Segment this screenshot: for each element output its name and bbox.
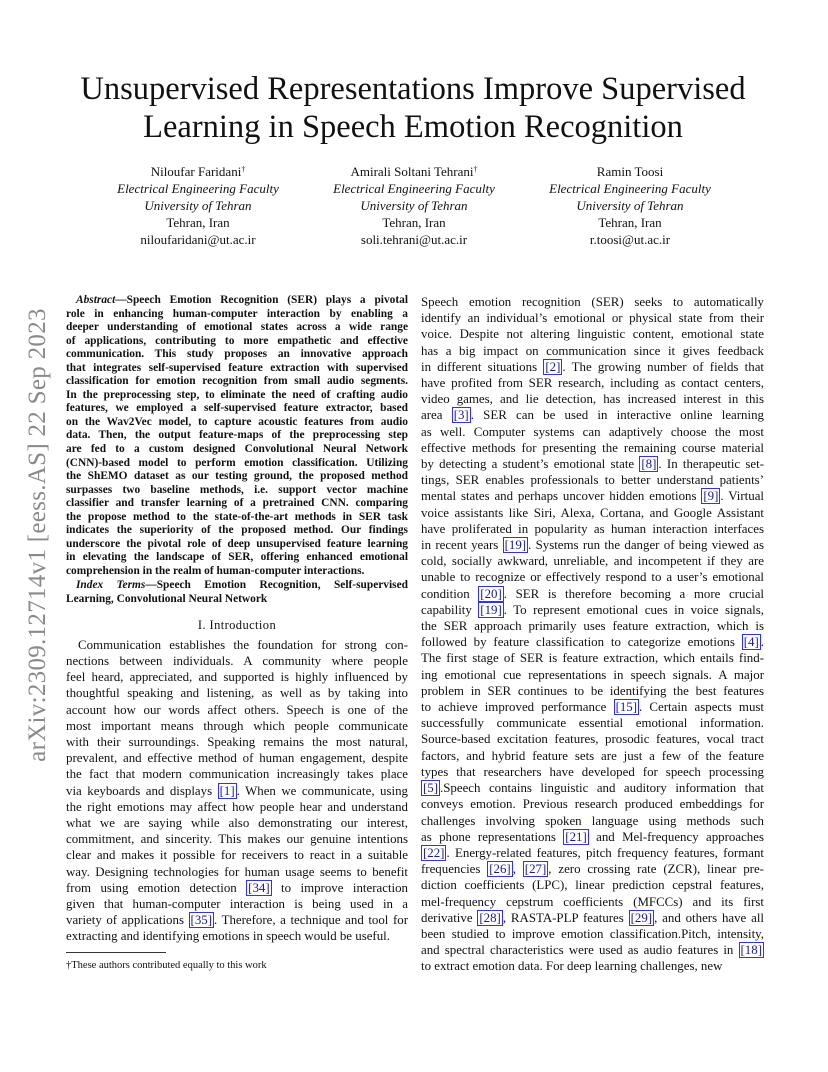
text-line: as well. Computer systems can adaptively choose the most xyxy=(421,424,764,439)
abstract xyxy=(66,294,408,607)
text-line: have proliferated in popularity as human interaction interfaces xyxy=(421,521,764,536)
author-3 xyxy=(522,163,738,248)
text-line: thoughtful speaking and listening, as well as by taking into xyxy=(66,686,408,701)
text-line: Speech emotion recognition (SER) seeks to automatically xyxy=(421,295,764,309)
text-line: identify an individual’s emotional or physical state from their xyxy=(421,311,764,326)
author-mark: † xyxy=(473,165,478,174)
author-university: University of Tehran xyxy=(144,198,252,213)
arxiv-id: arXiv:2309.12714v1 [eess.AS] 22 Sep 2023 xyxy=(24,308,52,762)
left-column xyxy=(66,294,408,945)
abstract-line: in elevating the landscape of SER, offering enhanced emotional xyxy=(66,551,408,564)
abstract-line: are fed to a custom designed Convolutional Neural Network xyxy=(66,443,408,456)
text-line: feel heard, appreciated, and supported is highly influenced by xyxy=(66,670,408,685)
citation-link[interactable]: [21] xyxy=(565,829,587,844)
citation-link[interactable]: [9] xyxy=(703,489,719,504)
text-line: as phone representations [21] and Mel-frequency approaches xyxy=(421,829,764,844)
text-line: via keyboards and displays [1] . When we communicate, using xyxy=(66,783,408,798)
citation-link[interactable]: [2] xyxy=(545,359,561,374)
citation-link[interactable]: [29] xyxy=(630,910,653,925)
text-line: voice assistants like Siri, Alexa, Cortana, and Google Assistant xyxy=(421,505,764,520)
text-line: extracting and identifying emotions in speech would be useful. xyxy=(66,929,390,944)
text-line: commitment, and sincerity. This makes our genuine intentions xyxy=(66,832,408,847)
citation-link[interactable]: [8] xyxy=(641,457,657,472)
author-name: Amirali Soltani Tehrani xyxy=(350,164,474,179)
author-2 xyxy=(306,163,522,248)
text-line: tings, SER enables professionals to better understand patients’ xyxy=(421,473,764,488)
text-line: prevalent, and effective method of human engagement, despite xyxy=(66,751,408,766)
text-line: by detecting a student’s emotional state [8] . In therapeutic set- xyxy=(421,457,765,472)
abstract-lines xyxy=(66,294,408,578)
author-block xyxy=(90,163,738,253)
index-terms-line-2: Learning, Convolutional Neural Network xyxy=(66,593,268,606)
abstract-line: the ShEMO dataset as our testing ground, the proposed method xyxy=(66,470,408,483)
text-line: types that researchers have developed for speech processing xyxy=(421,764,764,779)
citation-link[interactable]: [4] xyxy=(743,635,759,650)
text-line: mel-frequency cepstrum coefficients (MFCCs) and its first xyxy=(421,894,764,909)
abstract-line: on the Wav2Vec model, to capture acoustic features from audio xyxy=(66,415,408,428)
author-email[interactable]: soli.tehrani@ut.ac.ir xyxy=(360,232,468,247)
author-university: University of Tehran xyxy=(576,198,684,213)
index-terms-text: —Speech Emotion Recognition, Self-supervised xyxy=(145,579,408,592)
text-line: in recent years [19] . Systems run the danger of being viewed as xyxy=(421,538,764,553)
text-line: capability [19] . To represent emotional cues in voice signals, xyxy=(421,602,764,617)
author-email[interactable]: niloufaridani@ut.ac.ir xyxy=(140,232,256,247)
text-line: followed by feature classification to categorize emotions [4] . xyxy=(421,635,764,650)
citation-link[interactable]: [26] xyxy=(489,862,511,877)
text-line: the SER approach primarily uses feature extraction, which is xyxy=(421,619,764,634)
author-affiliation: Electrical Engineering Faculty xyxy=(117,181,279,196)
section-heading-introduction: I. Introduction xyxy=(197,617,277,632)
author-university: University of Tehran xyxy=(360,198,468,213)
text-line: conveys emotion. Previous research produced embeddings for xyxy=(421,797,764,812)
citation-link[interactable]: [19] xyxy=(504,538,527,553)
author-location: Tehran, Iran xyxy=(382,215,446,230)
text-line: the right emotions may affect how people hear and understand xyxy=(66,799,408,814)
text-line: [5] .Speech contains linguistic and auditory information that xyxy=(423,781,764,796)
text-line: Source-based excitation features, prosodic features, vocal tract xyxy=(421,732,764,747)
footnote-rule xyxy=(66,952,166,953)
abstract-line: data. Then, the output feature-maps of the preprocessing step xyxy=(66,429,408,442)
abstract-line: that integrates self-supervised feature extraction with supervised xyxy=(66,361,408,374)
abstract-label: Abstract xyxy=(76,294,116,306)
citation-link[interactable]: [18] xyxy=(740,943,762,958)
text-line: most important means through which people communicate xyxy=(66,718,408,733)
citation-link[interactable]: [34] xyxy=(248,880,270,895)
text-line: unable to recognize or effectively respond to a user’s emotional xyxy=(421,570,764,585)
abstract-line: surpasses two baseline methods, i.e. support vector machine xyxy=(66,483,408,496)
author-affiliation: Electrical Engineering Faculty xyxy=(333,181,495,196)
text-line: given that human-computer interaction is being used in a xyxy=(66,897,408,912)
author-name: Ramin Toosi xyxy=(596,164,664,179)
text-line: way. Designing technologies for human usage seems to benefit xyxy=(66,864,408,879)
abstract-line: Abstract—Speech Emotion Recognition (SER) plays a pivotal xyxy=(76,294,408,306)
abstract-line: features, we employed a self-supervised feature extractor, based xyxy=(66,402,408,415)
text-line: cold, socially awkward, unreliable, and incompetent if they are xyxy=(421,554,764,569)
arxiv-stamp xyxy=(20,285,56,785)
text-line: with their surroundings. Speaking remains the most natural, xyxy=(66,735,408,749)
text-line: mental states and perhaps uncover hidden emotions [9] . Virtual xyxy=(421,489,765,504)
intro-right-paragraph xyxy=(421,294,764,975)
citation-link[interactable]: [28] xyxy=(479,910,501,925)
text-line: frequencies [26] , [27] , zero crossing rate (ZCR), linear pre- xyxy=(421,862,764,877)
right-column xyxy=(421,294,764,975)
abstract-line: classification for emotion recognition from small audio segments. xyxy=(66,375,408,388)
intro-left-paragraph xyxy=(66,637,408,945)
abstract-line: indicates the superiority of the proposed method. Our findings xyxy=(66,524,408,537)
text-line: successfully communicate essential emotional information. xyxy=(421,716,764,731)
footnote: †These authors contributed equally to this work xyxy=(66,960,267,971)
text-line: factors, and hybrid feature sets are just a few of the feature xyxy=(421,748,764,763)
author-affiliation: Electrical Engineering Faculty xyxy=(549,181,711,196)
citation-link[interactable]: [1] xyxy=(219,783,235,798)
citation-link[interactable]: [35] xyxy=(190,913,213,928)
text-line: and spectral characteristics were used as audio features in [18] xyxy=(421,943,762,958)
author-email[interactable]: r.toosi@ut.ac.ir xyxy=(589,232,671,247)
text-line: has a big impact on communication since it gives feedback xyxy=(421,343,764,358)
text-line: [22] . Energy-related features, pitch frequency features, formant xyxy=(423,845,764,860)
text-line: clear and makes it possible for receivers to react in a suitable xyxy=(66,848,408,863)
citation-link[interactable]: [19] xyxy=(480,602,502,617)
text-line: the fact that modern communication increasingly takes place xyxy=(66,767,408,782)
text-line: account how our words affect others. Speech is one of the xyxy=(66,702,408,717)
paper-title xyxy=(66,70,760,146)
text-line: area [3] . SER can be used in interactive online learning xyxy=(421,408,764,423)
abstract-line: In the preprocessing step, to eliminate the need of crafting audio xyxy=(66,388,408,401)
author-1 xyxy=(90,163,306,248)
text-line: been studied to improve emotion classification.Pitch, intensity, xyxy=(421,926,764,941)
citation-link[interactable]: [3] xyxy=(453,408,469,423)
text-line: derivative [28] , RASTA-PLP features [29] , and others have all xyxy=(421,910,764,925)
text-line: The first stage of SER is feature extraction, which entails find- xyxy=(421,651,764,666)
text-line: have profited from SER research, including as contact centers, xyxy=(421,376,764,391)
title-line-1: Unsupervised Representations Improve Supervised xyxy=(80,71,746,107)
abstract-line: comprehension in the realm of human-computer interactions. xyxy=(66,564,365,577)
citation-link[interactable]: [15] xyxy=(615,700,638,715)
text-line: to extract emotion data. For deep learning challenges, new xyxy=(421,959,723,974)
text-line: challenges involving spoken language using methods such xyxy=(421,813,764,828)
abstract-line: deeper understanding of emotional states across a wide range xyxy=(66,321,408,334)
title-line-2: Learning in Speech Emotion Recognition xyxy=(143,109,683,145)
author-location: Tehran, Iran xyxy=(598,215,662,230)
citation-link[interactable]: [20] xyxy=(480,586,502,601)
citation-link[interactable]: [5] xyxy=(423,781,439,796)
text-line: Communication establishes the foundation for strong con- xyxy=(78,637,408,652)
abstract-line: of applications, contributing to more empathetic and effective xyxy=(66,334,408,347)
abstract-line: (CNN)-based model to perform emotion classification. Utilizing xyxy=(66,456,408,469)
abstract-line: classifier and transfer learning of a pretrained CNN. comparing xyxy=(66,497,408,510)
author-mark: † xyxy=(241,165,246,174)
author-name: Niloufar Faridani xyxy=(150,164,242,179)
text-line: from using emotion detection [34] to improve interaction xyxy=(66,880,408,895)
index-terms-label: Index Terms xyxy=(76,579,146,592)
text-line: voice. Despite not altering linguistic content, emotional state xyxy=(421,327,764,342)
text-line: nections between individuals. A community where people xyxy=(66,653,408,668)
index-terms-line-1 xyxy=(66,579,408,593)
text-line: problem in SER continues to be identifying the best features xyxy=(421,683,764,698)
text-line: ing emotional cue representations in speech signals. A major xyxy=(421,667,764,682)
abstract-line: underscore the pivotal role of deep unsupervised feature learning xyxy=(66,537,408,550)
text-line: effective methods for presenting the remaining course material xyxy=(421,440,764,455)
abstract-line: communication. This study proposes an innovative approach xyxy=(66,348,408,361)
text-line: video games, and lie detection, has increased interest in this xyxy=(421,392,764,407)
text-line: variety of applications [35] . Therefore, a technique and tool for xyxy=(66,913,408,928)
text-line: condition [20] . SER is therefore becoming a more crucial xyxy=(421,586,765,601)
text-line: what we are saying while also demonstrating our interest, xyxy=(66,816,408,831)
text-line: in different situations [2] . The growing number of fields that xyxy=(421,359,764,374)
text-line: to achieve improved performance [15] . Certain aspects must xyxy=(421,700,764,715)
text-line: diction coefficients (LPC), linear prediction cepstral features, xyxy=(421,878,764,893)
author-location: Tehran, Iran xyxy=(166,215,230,230)
citation-link[interactable]: [22] xyxy=(423,845,445,860)
abstract-line: role in enhancing human-computer interaction by enabling a xyxy=(66,307,408,320)
abstract-line: the propose method to the state-of-the-art methods in SER task xyxy=(66,510,408,523)
citation-link[interactable]: [27] xyxy=(524,862,547,877)
